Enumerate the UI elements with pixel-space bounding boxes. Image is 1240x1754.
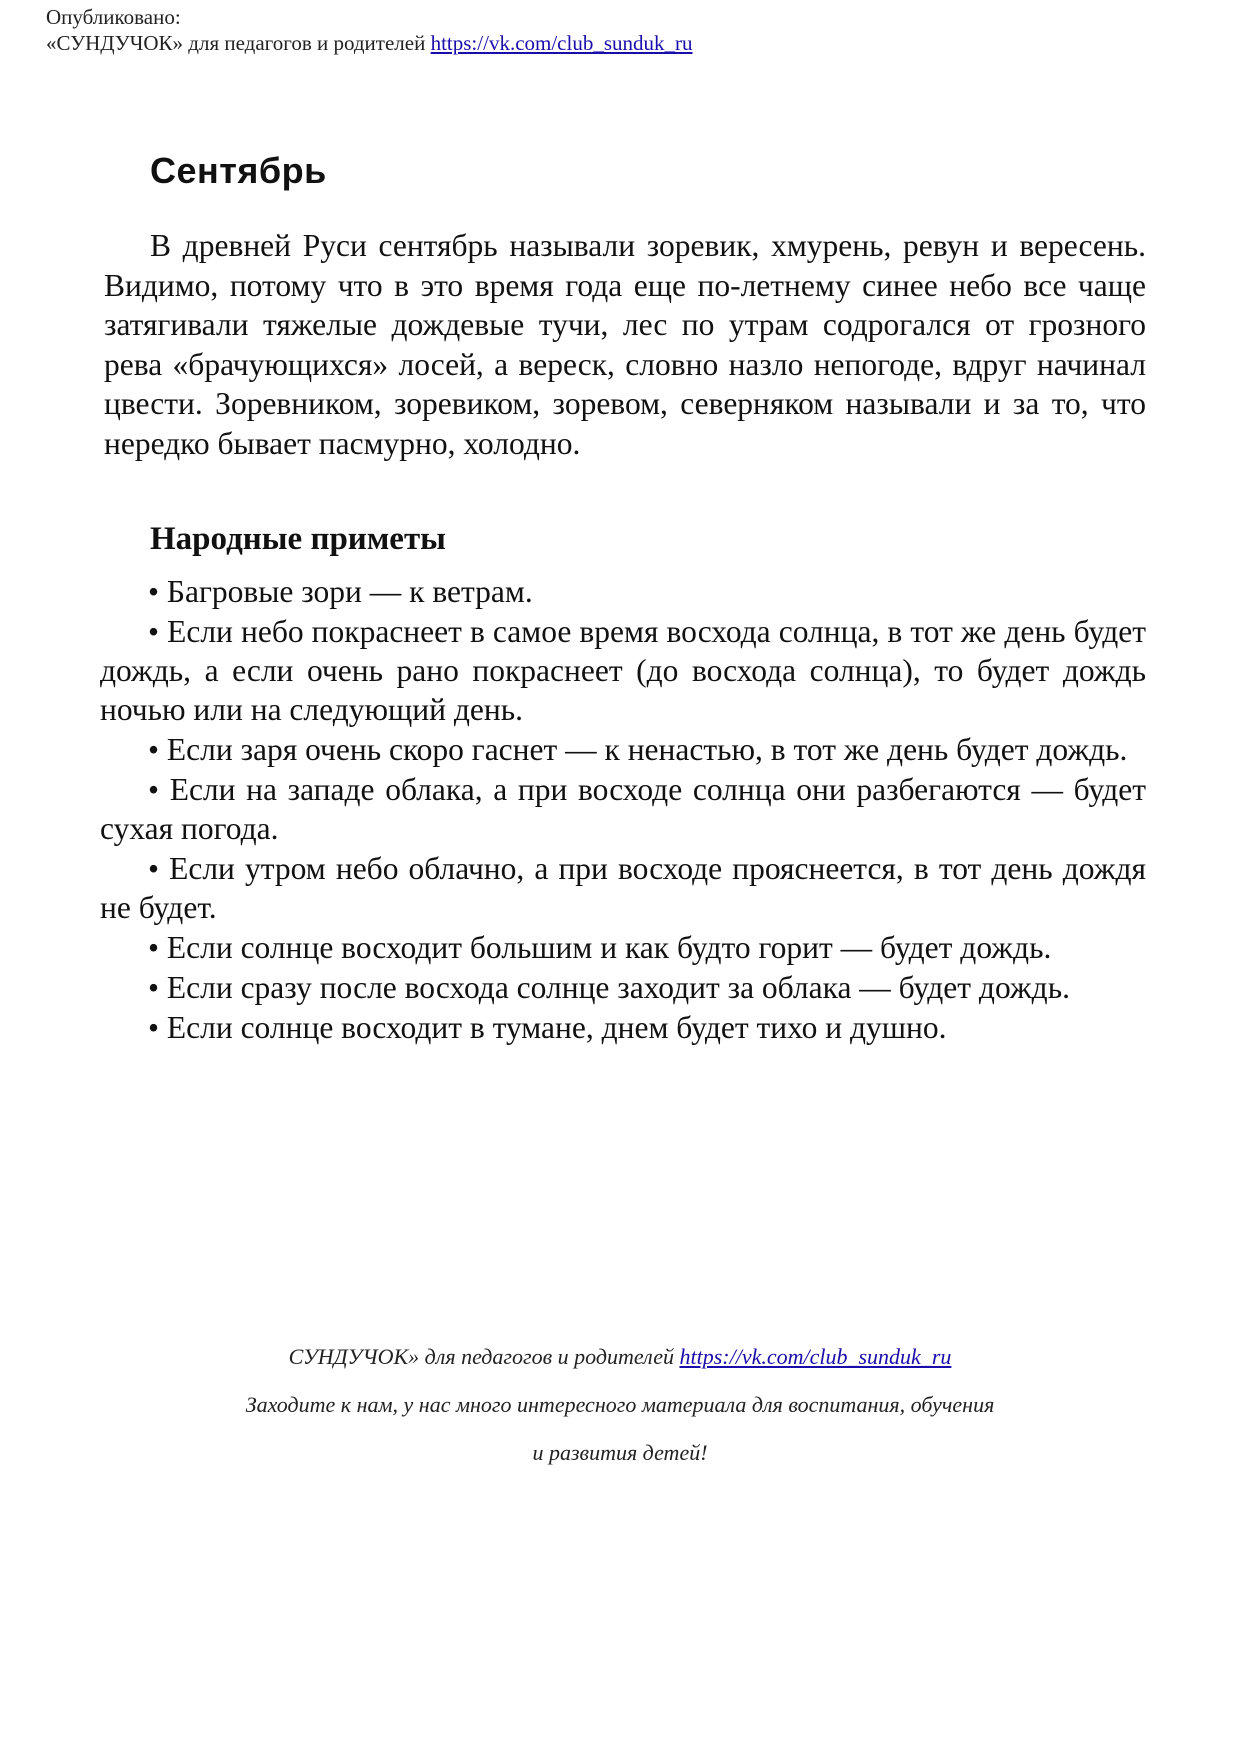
header-club-name: «СУНДУЧОК» для педагогов и родителей [46,31,426,55]
footer [0,1333,1240,1477]
publication-header [46,4,693,56]
sign-item: • Если заря очень скоро гаснет — к ненастью, в тот же день будет дождь. [148,732,1128,767]
published-label: Опубликовано: [46,5,181,29]
sign-item: • Если сразу после восхода солнце заходит за облака — будет дождь. [148,970,1070,1005]
footer-invite-line: Заходите к нам, у нас много интересного материала для воспитания, обучения [245,1392,995,1417]
signs-list [100,572,1146,1048]
sign-item: • Если на западе облака, а при восходе солнца они разбегаются — будет сухая погода. [100,772,1146,846]
sign-item: • Если небо покраснеет в самое время восхода солнца, в тот же день будет дождь, а если очень рано покраснеет (до восхода солнца), то будет дождь ночью или на следующий день. [100,614,1146,727]
sign-item: • Если солнце восходит большим и как будто горит — будет дождь. [148,930,1052,965]
page-title: Сентябрь [150,150,327,191]
header-club-link[interactable]: https://vk.com/club_sunduk_ru [430,31,693,55]
footer-club-link[interactable]: https://vk.com/club_sunduk_ru [679,1344,952,1369]
intro-paragraph: В древней Руси сентябрь называли зоревик, хмурень, ревун и вересень. Видимо, потому что в это время года еще по-летнему синее небо все чаще затягивали тяжелые дождевые тучи, лес по утрам содрогался от грозного рева «брачующихся» лосей, а вереск, словно назло непогоде, вдруг начинал цвести. Зоревником, зоревиком, зоревом, северняком называли и за то, что нередко бывает пасмурно, холодно. [104,228,1146,461]
sign-item: • Если утром небо облачно, а при восходе прояснеется, в тот день дождя не будет. [100,851,1146,925]
sign-item: • Багровые зори — к ветрам. [148,574,533,609]
footer-invite-line-2: и развития детей! [532,1440,708,1465]
header-club-line [46,30,693,56]
sign-item: • Если солнце восходит в тумане, днем будет тихо и душно. [148,1010,947,1045]
signs-heading: Народные приметы [150,521,446,557]
footer-club-line [0,1333,1240,1381]
footer-club-name: СУНДУЧОК» для педагогов и родителей [288,1344,674,1369]
